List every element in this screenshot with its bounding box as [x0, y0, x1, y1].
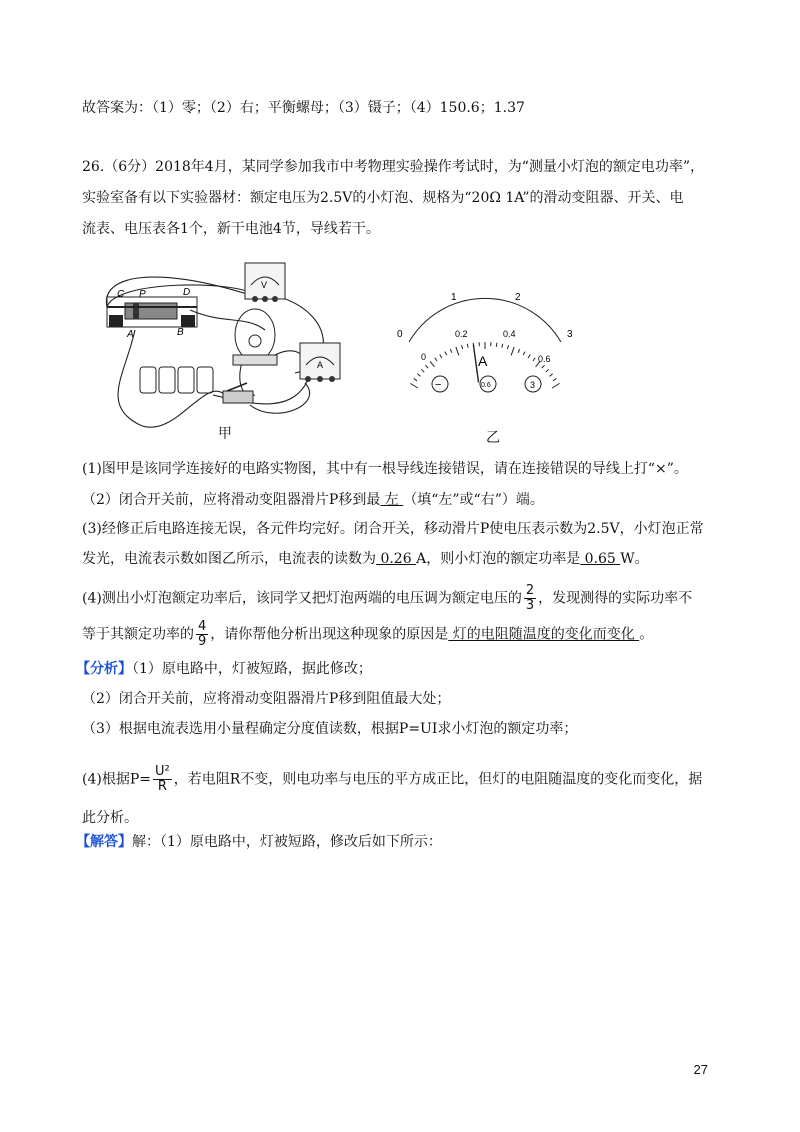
analysis-line1: 【分析】（1）原电路中，灯被短路，据此修改；	[76, 661, 372, 677]
sub-question-4-line1: (4)测出小灯泡额定功率后，该同学又把灯泡两端的电压调为额定电压的 $\frac{2}{3}$ ，发现测得的实际功率不	[82, 583, 693, 613]
dial-tick	[518, 349, 520, 353]
analysis-line5: 此分析。	[82, 810, 138, 826]
dial-tick	[528, 355, 530, 358]
dial-tick	[435, 358, 437, 361]
fraction-two-thirds: $\frac{2}{3}$	[525, 583, 535, 613]
batteries	[140, 367, 213, 393]
dial-tick	[496, 343, 497, 347]
svg-text:3: 3	[530, 380, 536, 390]
dial-tick	[426, 365, 429, 368]
question-26-line3: 流表、电压表各1个，新干电池4节，导线若干。	[82, 221, 380, 237]
dial-tick	[417, 374, 420, 377]
bottom-scale-0.6: 0.6	[538, 354, 551, 364]
dial-tick	[523, 352, 525, 356]
analysis-line4: (4)根据P= $\frac{\text{U²}}{R}$ ，若电阻R不变，则电功率与电压的平方成正比，但灯的电阻随温度的变化而变化，据	[82, 764, 703, 794]
ammeter-label: A	[317, 360, 324, 370]
dial-tick	[456, 347, 459, 355]
bottom-scale-0.2: 0.2	[455, 329, 468, 339]
dial-tick	[542, 365, 545, 368]
dial-tick	[421, 369, 424, 372]
terminal-3	[525, 376, 541, 392]
svg-text:−: −	[435, 379, 442, 391]
dial-tick	[502, 344, 503, 348]
solution-tag: 【解答】	[76, 834, 132, 850]
dial-tick	[440, 355, 442, 358]
unit-label: A	[478, 353, 488, 369]
answer-summary: 故答案为：（1）零；（2）右；平衡螺母；（3）镊子；（4）150.6；1.37	[82, 100, 525, 116]
svg-text:0.6: 0.6	[481, 382, 491, 389]
answer-blank-power: 0.65	[580, 551, 621, 567]
top-scale-1: 1	[451, 292, 457, 303]
rheostat	[107, 297, 197, 327]
switch	[223, 383, 253, 403]
analysis-line3: （3）根据电流表选用小量程确定分度值读数，根据P=UI求小灯泡的额定功率；	[82, 721, 578, 737]
dial-tick	[462, 345, 463, 349]
analysis-tag: 【分析】	[76, 661, 132, 677]
dial-tick	[511, 347, 514, 355]
ammeter-dial-figure-yi	[385, 282, 590, 397]
dial-tick	[533, 358, 535, 361]
top-scale-0: 0	[397, 329, 403, 340]
label-C: C	[117, 289, 125, 300]
dial-tick	[550, 374, 553, 377]
label-A: A	[127, 329, 134, 340]
dial-tick	[552, 383, 560, 388]
terminal-0.6	[480, 376, 496, 392]
question-26-line2: 实验室备有以下实验器材：额定电压为2.5V的小灯泡、规格为“20Ω 1A”的滑动变阻器、开关、电	[82, 190, 684, 206]
terminal-negative	[432, 376, 448, 392]
solution-line: 【解答】解：（1）原电路中，灯被短路，修改后如下所示：	[76, 834, 442, 850]
dial-tick	[430, 361, 434, 366]
answer-blank-current: 0.26	[376, 551, 417, 567]
answer-blank-reason: 灯的电阻随温度的变化而变化	[448, 626, 640, 643]
bottom-scale-0: 0	[421, 352, 427, 362]
dial-tick	[467, 344, 468, 348]
lamp	[233, 309, 277, 365]
fraction-u2-over-r: $\frac{\text{U²}}{R}$	[154, 764, 170, 794]
analysis-line2: （2）闭合开关前，应将滑动变阻器滑片P移到阻值最大处；	[82, 691, 451, 707]
dial-tick	[445, 352, 447, 356]
sub-question-4-line2: 等于其额定功率的 $\frac{4}{9}$ ，请你帮他分析出现这种现象的原因是 灯的电阻随温度的变化而变化 。	[82, 619, 654, 649]
dial-tick	[414, 378, 417, 380]
sub-question-2: （2）闭合开关前，应将滑动变阻器滑片P移到最 左 （填“左”或“右”）端。	[82, 492, 544, 508]
label-D: D	[183, 287, 191, 298]
dial-tick	[553, 378, 556, 380]
dial-tick	[507, 345, 508, 349]
fraction-four-ninths: $\frac{4}{9}$	[198, 619, 207, 649]
sub-question-3-line1: (3)经修正后电路连接无误，各元件均完好。闭合开关，移动滑片P使电压表示数为2.5V，小灯泡正常	[82, 521, 704, 537]
dial-tick	[546, 369, 549, 372]
top-scale-2: 2	[515, 292, 521, 303]
label-B: B	[177, 327, 184, 338]
dial-tick	[450, 349, 452, 353]
figure-caption-yi: 乙	[486, 430, 500, 446]
answer-blank-2: 左	[380, 492, 404, 508]
voltmeter-label: V	[261, 280, 268, 290]
sub-question-3-line2: 发光，电流表示数如图乙所示，电流表的读数为 0.26 A，则小灯泡的额定功率是 0.65 W。	[82, 551, 649, 567]
circuit-figure-jia	[95, 255, 355, 450]
page-number: 27	[693, 1062, 708, 1077]
question-26-line1: 26.（6分）2018年4月，某同学参加我市中考物理实验操作考试时，为“测量小灯泡的额定电功率”，	[82, 159, 705, 175]
bottom-scale-0.4: 0.4	[503, 329, 516, 339]
dial-tick	[410, 383, 418, 388]
figure-caption-jia: 甲	[218, 426, 232, 442]
top-scale-3: 3	[567, 329, 573, 340]
sub-question-1: (1)图甲是该同学连接好的电路实物图，其中有一根导线连接错误，请在连接错误的导线上打“×”。	[82, 461, 688, 477]
label-P: P	[139, 289, 146, 300]
